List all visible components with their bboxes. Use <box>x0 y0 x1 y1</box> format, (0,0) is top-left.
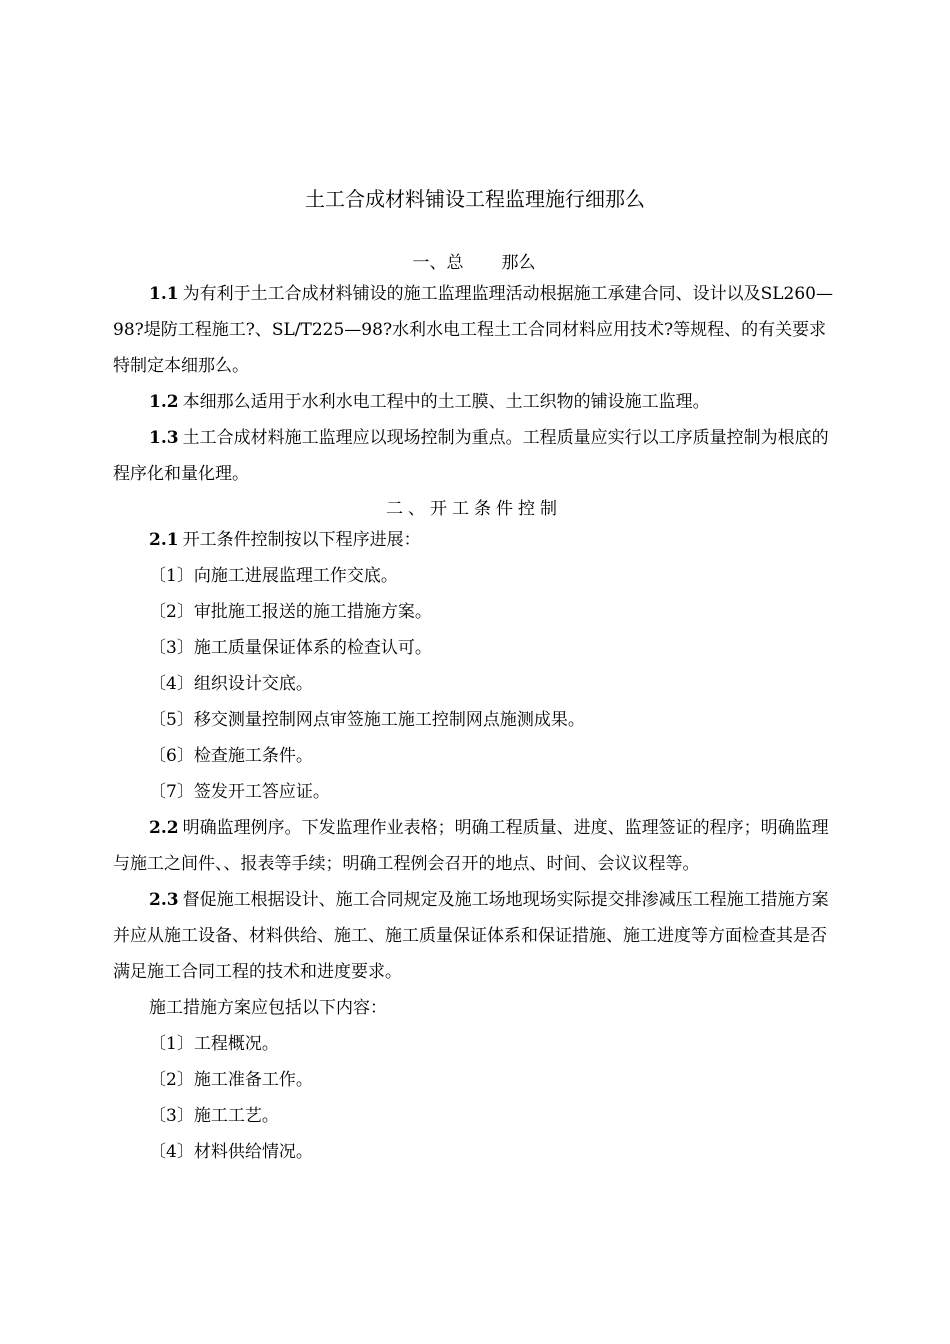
list-item: 〔3〕施工工艺。 <box>149 1106 279 1126</box>
list-item: 〔2〕审批施工报送的施工措施方案。 <box>149 602 432 622</box>
clause-number: 1.1 <box>149 284 179 304</box>
list-item: 〔6〕检查施工条件。 <box>149 746 313 766</box>
clause-number: 2.2 <box>149 818 179 838</box>
clause-text: 开工条件控制按以下程序进展： <box>182 530 421 550</box>
list-item: 〔7〕签发开工答应证。 <box>149 782 330 802</box>
section-heading-part2: 那么 <box>501 253 536 273</box>
clause-text: 督促施工根据设计、施工合同规定及施工场地现场实际提交排渗减压工程施工措施方案并应从施工设备、材料供给、施工、施工质量保证体系和保证措施、施工进度等方面检查其是否满足施工合同工程的技术和进度要求。 <box>113 890 829 982</box>
section-heading-start-conditions: 二、开工条件控制 <box>386 499 562 519</box>
paragraph-1-1 <box>113 276 835 384</box>
clause-text: 本细那么适用于水利水电工程中的土工膜、土工织物的铺设施工监理。 <box>182 392 710 412</box>
list-item: 〔1〕工程概况。 <box>149 1034 279 1054</box>
list-item: 〔2〕施工准备工作。 <box>149 1070 313 1090</box>
list-item: 〔5〕移交测量控制网点审签施工施工控制网点施测成果。 <box>149 710 585 730</box>
paragraph-1-2 <box>113 384 835 420</box>
paragraph-2-3 <box>113 882 835 990</box>
clause-number: 1.2 <box>149 392 179 412</box>
clause-text: 为有利于土工合成材料铺设的施工监理监理活动根据施工承建合同、设计以及SL260—98?堤防工程施工?、SL/T225—98?水利水电工程土工合同材料应用技术?等规程、的有关要求特制定本细那么。 <box>113 284 833 376</box>
paragraph-2-1 <box>113 522 835 558</box>
document-title: 土工合成材料铺设工程监理施行细那么 <box>305 187 645 211</box>
list-item: 〔3〕施工质量保证体系的检查认可。 <box>149 638 432 658</box>
clause-number: 2.1 <box>149 530 179 550</box>
section-heading-general <box>113 250 835 276</box>
paragraph-2-2 <box>113 810 835 882</box>
list-item: 〔1〕向施工进展监理工作交底。 <box>149 566 398 586</box>
list-item: 〔4〕组织设计交底。 <box>149 674 313 694</box>
document-body <box>113 250 835 1170</box>
section-heading-part1: 一、总 <box>412 253 464 273</box>
paragraph-2-4: 施工措施方案应包括以下内容： <box>149 998 387 1018</box>
paragraph-1-3 <box>113 420 835 492</box>
clause-number: 2.3 <box>149 890 179 910</box>
clause-text: 土工合成材料施工监理应以现场控制为重点。工程质量应实行以工序质量控制为根底的程序化和量化理。 <box>113 428 829 484</box>
clause-text: 明确监理例序。下发监理作业表格；明确工程质量、进度、监理签证的程序；明确监理与施工之间件、、报表等手续；明确工程例会召开的地点、时间、会议议程等。 <box>113 818 829 874</box>
clause-number: 1.3 <box>149 428 179 448</box>
list-item: 〔4〕材料供给情况。 <box>149 1142 313 1162</box>
